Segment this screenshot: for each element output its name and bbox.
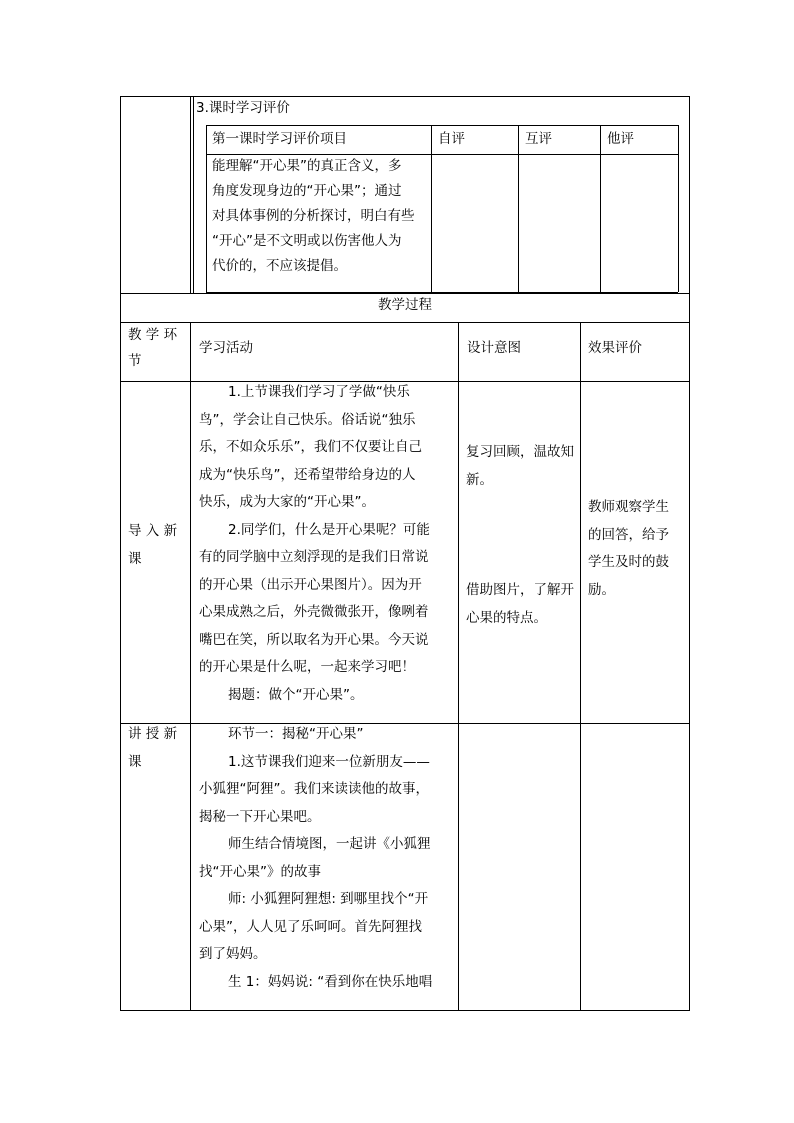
- activity-line: 师: 小狐狸阿狸想: 到哪里找个“开: [228, 891, 429, 907]
- table-border-left: [120, 96, 121, 1010]
- eval-item-text: [212, 154, 415, 279]
- evaluation-line: 学生及时的鼓: [588, 554, 669, 570]
- row1-intent-2: [466, 577, 574, 632]
- row2-stage: [128, 721, 177, 776]
- section3-divider-inner: [193, 96, 194, 293]
- process-col-divider-3: [580, 322, 581, 1010]
- section3-title: 3.课时学习评价: [196, 100, 290, 116]
- process-col-divider-2: [458, 322, 459, 1010]
- table-border-right: [689, 96, 690, 1010]
- evaluation-line: 教师观察学生: [588, 499, 669, 515]
- eval-header-other: 他评: [607, 131, 634, 147]
- activity-line: 到了妈妈。: [199, 946, 267, 962]
- intent-line: 新。: [466, 471, 493, 488]
- activity-line: 成为“快乐鸟”，还希望带给身边的人: [199, 466, 416, 483]
- activity-line: 揭秘一下开心果吧。: [199, 808, 321, 825]
- activity-line: 乐，不如众乐乐”，我们不仅要让自己: [199, 439, 422, 455]
- header-stage: [128, 322, 177, 374]
- header-evaluation: 效果评价: [588, 340, 642, 356]
- row1-evaluation: [588, 494, 669, 604]
- activity-line: 师生结合情境图，一起讲《小狐狸: [228, 836, 431, 852]
- eval-item-line: 能理解“开心果”的真正含义，多: [212, 158, 402, 174]
- activity-line: 揭题：做个“开心果”。: [228, 686, 364, 703]
- activity-line: 鸟”，学会让自己快乐。俗话说“独乐: [199, 411, 416, 428]
- section3-divider: [190, 96, 191, 293]
- activity-line: 有的同学脑中立刻浮现的是我们日常说: [199, 549, 429, 565]
- activity-line: 快乐，成为大家的“开心果”。: [199, 494, 375, 510]
- activity-line: 生 1：妈妈说: “看到你在快乐地唱: [228, 973, 433, 990]
- row2-stage-line: 讲 授 新: [128, 726, 178, 742]
- table-border-bottom: [120, 1010, 690, 1011]
- activity-line: 2.同学们，什么是开心果呢？可能: [228, 521, 430, 538]
- eval-header-peer: 互评: [525, 131, 552, 147]
- activity-line: 1.上节课我们学习了学做“快乐: [228, 384, 410, 400]
- header-stage-line: 教 学 环: [128, 327, 178, 343]
- eval-table-col2: [518, 125, 519, 292]
- row1-stage-line: 课: [128, 550, 142, 567]
- eval-table-col1: [431, 125, 432, 292]
- activity-line: 小狐狸“阿狸”。我们来读读他的故事，: [199, 781, 429, 797]
- process-header-top: [120, 322, 690, 323]
- eval-header-self: 自评: [438, 131, 465, 147]
- activity-line: 环节一：揭秘“开心果”: [228, 726, 364, 742]
- row1-intent-1: [466, 439, 574, 494]
- eval-table-left: [206, 125, 207, 292]
- header-intent: 设计意图: [467, 340, 521, 356]
- header-activity: 学习活动: [199, 340, 253, 356]
- row1-activity: [199, 379, 430, 709]
- activity-line: 心果”，人人见了乐呵呵。首先阿狸找: [199, 918, 422, 935]
- activity-line: 嘴巴在笑，所以取名为开心果。今天说: [199, 631, 429, 648]
- row1-stage: [128, 518, 177, 573]
- eval-item-line: 角度发现身边的“开心果”；通过: [212, 183, 402, 199]
- evaluation-line: 励。: [588, 581, 615, 598]
- eval-item-line: 代价的，不应该提倡。: [212, 258, 347, 274]
- eval-item-line: “开心”是不文明或以伤害他人为: [212, 233, 402, 249]
- eval-item-line: 对具体事例的分析探讨，明白有些: [212, 208, 415, 224]
- activity-line: 找“开心果”》的故事: [199, 863, 321, 880]
- intent-line: 心果的特点。: [466, 609, 547, 626]
- activity-line: 1.这节课我们迎来一位新朋友——: [228, 753, 430, 770]
- row1-stage-line: 导 入 新: [128, 523, 178, 539]
- process-title: 教学过程: [378, 297, 432, 313]
- activity-line: 的开心果（出示开心果图片）。因为开: [199, 576, 422, 593]
- eval-table-right: [678, 125, 679, 292]
- process-col-divider-1: [190, 322, 191, 1010]
- eval-table-col3: [600, 125, 601, 292]
- row2-stage-line: 课: [128, 753, 142, 770]
- row2-activity: [199, 721, 432, 996]
- header-stage-line: 节: [128, 353, 142, 369]
- evaluation-line: 的回答，给予: [588, 526, 669, 543]
- intent-line: 复习回顾，温故知: [466, 444, 574, 460]
- intent-line: 借助图片，了解开: [466, 582, 574, 598]
- activity-line: 的开心果是什么呢，一起来学习吧！: [199, 659, 415, 675]
- eval-header-item: 第一课时学习评价项目: [212, 131, 347, 147]
- activity-line: 心果成熟之后，外壳微微张开，像咧着: [199, 604, 429, 620]
